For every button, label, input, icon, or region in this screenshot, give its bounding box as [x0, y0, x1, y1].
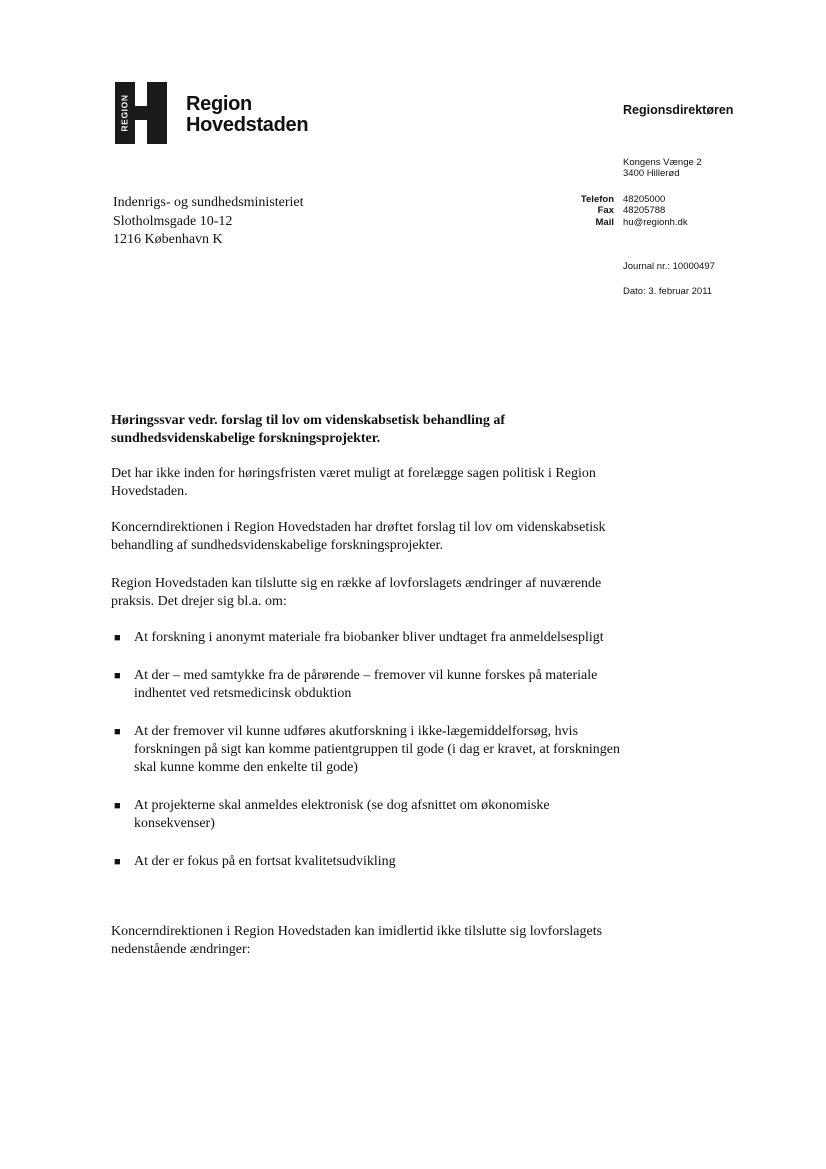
bullet-icon: ■ — [114, 632, 121, 644]
region-h-logo — [115, 82, 167, 144]
recipient-line: Slotholmsgade 10-12 — [113, 213, 233, 229]
logo-wordmark — [186, 94, 308, 136]
letter-heading: Høringssvar vedr. forslag til lov om videnskabsetisk behandling af sundhedsvidenskabelige forskningsprojekter. — [111, 413, 506, 446]
contact-info — [560, 194, 688, 228]
list-item: ■ At der fremover vil kunne udføres akutforskning i ikke-lægemiddelforsøg, hvis forskningen på sigt kan komme patientgruppen til gode (i dag er kravet, at forskningen skal kunne komme den enkelte til gode) — [114, 724, 620, 775]
contact-value: hu@regionh.dk — [623, 216, 688, 228]
recipient-line: 1216 København K — [113, 232, 223, 247]
sender-address — [623, 157, 702, 179]
sender-address-line: Kongens Vænge 2 — [623, 157, 702, 168]
department-title: Regionsdirektøren — [623, 103, 734, 117]
paragraph: Region Hovedstaden kan tilslutte sig en række af lovforslagets ændringer af nuværende praksis. Det drejer sig bl.a. om: — [111, 576, 602, 609]
paragraph: Koncerndirektionen i Region Hovedstaden har drøftet forslag til lov om videnskabsetisk behandling af sundhedsvidenskabelige forskningsprojekter. — [111, 520, 606, 553]
contact-mail — [560, 217, 688, 228]
contact-label: Telefon — [580, 194, 614, 205]
list-item: ■ At der – med samtykke fra de pårørende – fremover vil kunne forskes på materiale indhentet ved retsmedicinsk obduktion — [114, 668, 598, 701]
contact-phone — [560, 194, 688, 205]
list-item: ■ At forskning i anonymt materiale fra biobanker bliver undtaget fra anmeldelsespligt — [114, 630, 604, 645]
logo-line-1: Region — [186, 93, 252, 115]
contact-label: Fax — [597, 205, 614, 217]
contact-value: 48205000 — [623, 194, 666, 205]
recipient-address — [113, 194, 304, 250]
bullet-icon: ■ — [114, 856, 121, 868]
logo-badge-text: REGION — [119, 94, 130, 132]
recipient-line: Indenrigs- og sundhedsministeriet — [113, 195, 304, 210]
bullet-list — [111, 629, 621, 871]
paragraph: Det har ikke inden for høringsfristen været muligt at forelægge sagen politisk i Region Hovedstaden. — [111, 466, 596, 499]
letter-date: Dato: 3. februar 2011 — [623, 286, 713, 297]
contact-label: Mail — [595, 216, 614, 228]
bullet-icon: ■ — [114, 800, 121, 812]
contact-fax — [560, 205, 688, 216]
logo-line-2: Hovedstaden — [186, 114, 309, 136]
bullet-icon: ■ — [114, 670, 121, 682]
bullet-icon: ■ — [114, 726, 121, 738]
journal-number: Journal nr.: 10000497 — [623, 261, 715, 272]
list-item: ■ At projekterne skal anmeldes elektronisk (se dog afsnittet om økonomiske konsekvenser) — [114, 798, 550, 831]
closing-paragraph: Koncerndirektionen i Region Hovedstaden kan imidlertid ikke tilslutte sig lovforslagets nedenstående ændringer: — [111, 924, 603, 957]
sender-address-line: 3400 Hillerød — [623, 168, 680, 179]
list-item: ■ At der er fokus på en fortsat kvalitetsudvikling — [114, 854, 396, 869]
contact-value: 48205788 — [623, 205, 666, 217]
